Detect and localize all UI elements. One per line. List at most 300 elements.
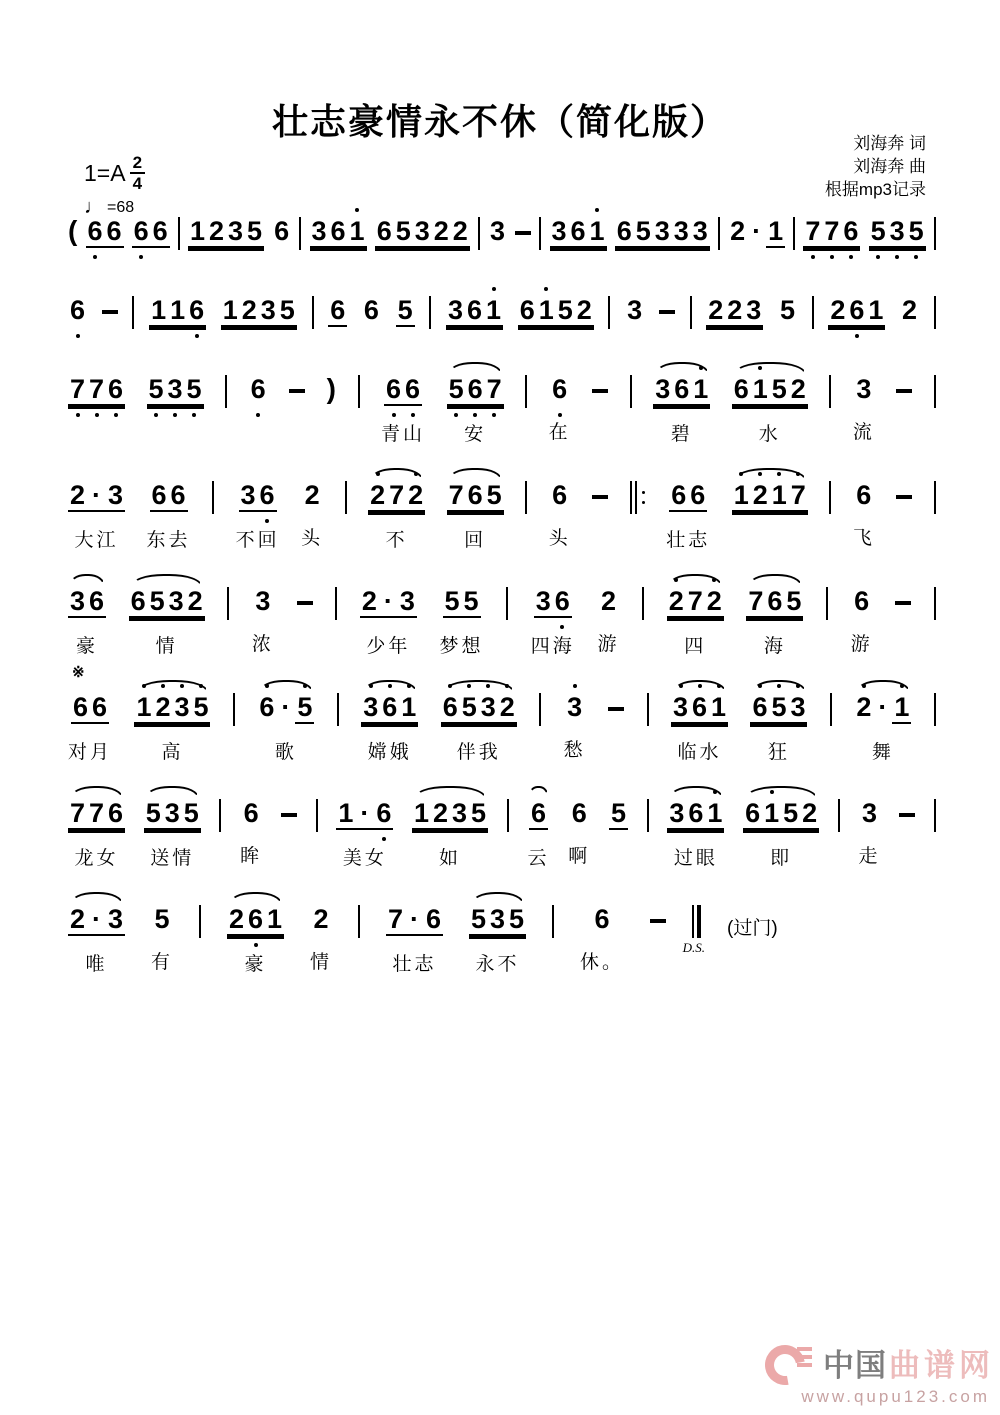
note-digits: [570, 798, 589, 828]
lyric: 回: [464, 530, 487, 551]
time-signature-numerator: 2: [130, 154, 145, 174]
note-char: 5: [148, 374, 164, 404]
note-char: 5: [486, 480, 502, 510]
note-char: 7: [88, 374, 105, 404]
note-char: 3: [167, 374, 183, 404]
note-char: 3: [627, 295, 643, 325]
note-char: 5: [779, 295, 795, 325]
note-group: [68, 680, 112, 764]
note-group: [86, 204, 124, 248]
note-char: 1: [414, 798, 430, 828]
lyric: 游: [597, 634, 620, 655]
note-char: 3: [228, 216, 244, 246]
note-char: 2: [600, 586, 616, 616]
note-group: [447, 468, 504, 552]
arc-spacer: [854, 362, 875, 374]
slur-arc: [414, 786, 485, 798]
time-signature: [130, 154, 145, 192]
note-group: [396, 283, 415, 327]
note-group: [446, 283, 503, 327]
duration-dash: [896, 495, 912, 499]
note-digits: [221, 295, 297, 327]
note-group: [564, 680, 586, 762]
note-digits: [272, 216, 291, 246]
lyric: 临水: [677, 742, 722, 763]
note-char: 5: [557, 295, 573, 325]
note-digits: [803, 216, 860, 248]
note-char: 2: [576, 295, 592, 325]
barline: [539, 217, 541, 250]
note-digits: [667, 798, 724, 830]
lyric: 眸: [240, 846, 263, 867]
music-line-5: [68, 574, 936, 680]
slur-arc: [137, 680, 208, 692]
note-group: [147, 362, 204, 406]
note-char: 3: [168, 586, 184, 616]
slur-arc: [448, 362, 502, 374]
music-line-7: [68, 786, 936, 892]
slur-arc: [528, 786, 549, 798]
note-char: 5: [247, 216, 263, 246]
note-group: [68, 362, 125, 406]
note-group: [132, 204, 170, 248]
note-group: [732, 362, 808, 446]
note-char: 5: [786, 586, 802, 616]
note-char: 5: [154, 904, 170, 934]
note-group: [615, 204, 710, 248]
note-char: 2: [187, 586, 203, 616]
duration-dash: [297, 601, 313, 605]
barline: [132, 296, 134, 329]
note-char: 7: [389, 480, 405, 510]
barline: [358, 905, 360, 938]
duration-dash: [592, 389, 608, 393]
note-char: 6: [616, 216, 632, 246]
note-char: 2: [790, 374, 806, 404]
lyric: 豪: [75, 636, 98, 657]
lyric: 四: [684, 636, 707, 657]
note-char: 3: [414, 216, 430, 246]
note-char: 6: [767, 586, 783, 616]
note-group: [328, 283, 347, 327]
note-group: [68, 283, 87, 325]
note-char: 5: [783, 798, 799, 828]
arc-spacer: [779, 283, 797, 295]
note-char: 5: [509, 904, 525, 934]
barline: [642, 587, 644, 620]
duration-dash: [650, 919, 666, 923]
note-group: [469, 892, 526, 976]
note-char: 1: [771, 480, 787, 510]
note-group: [68, 892, 125, 976]
arc-spacer: [190, 204, 261, 216]
arc-spacer: [489, 204, 507, 216]
note-digits: [443, 586, 481, 618]
note-char: 3: [790, 692, 806, 722]
note-group: [549, 468, 571, 550]
note-char: 6: [856, 480, 872, 510]
note-group: [144, 786, 201, 870]
note-char: 5: [186, 374, 202, 404]
lyric: 过眼: [673, 848, 718, 869]
barline: [934, 587, 936, 620]
note-char: 2: [668, 586, 684, 616]
barline: [793, 217, 795, 250]
note-char: 3: [669, 798, 685, 828]
slur-arc: [69, 574, 105, 586]
note-char: 6: [692, 692, 708, 722]
note-group: [531, 574, 575, 658]
note-char: 6: [274, 216, 290, 246]
note-group: [667, 574, 724, 658]
note-digits: [732, 374, 808, 406]
time-signature-denominator: 4: [132, 174, 143, 193]
lyric: 不回: [235, 530, 280, 551]
note-digits: [396, 295, 415, 327]
note-digits: [854, 692, 911, 724]
note-group: [257, 680, 314, 764]
note-char: 6: [130, 586, 146, 616]
note-char: 1: [349, 216, 365, 246]
arc-spacer: [388, 892, 442, 904]
note-digits: [68, 374, 125, 406]
barline: [608, 296, 610, 329]
note-char: 3: [862, 798, 878, 828]
note-char: 6: [72, 692, 89, 722]
note-char: 7: [69, 798, 86, 828]
watermark-url: www.qupu123.com: [801, 1387, 990, 1406]
barline: [219, 799, 221, 832]
note-char: 1: [222, 295, 238, 325]
lyric: 嫦娥: [367, 742, 412, 763]
note-char: 6: [467, 480, 483, 510]
duration-dash: [896, 389, 912, 393]
arc-spacer: [69, 283, 87, 295]
note-digits: [132, 216, 170, 248]
note-digits: [147, 374, 204, 406]
arc-spacer: [618, 204, 707, 216]
note-char: 6: [69, 295, 86, 325]
barline: [934, 375, 936, 408]
duration-dash: [895, 601, 911, 605]
slur-arc: [131, 574, 202, 586]
note-group: [750, 680, 807, 764]
note-group: [272, 204, 291, 246]
note-group: [129, 574, 205, 658]
note-group: [147, 468, 191, 552]
duration-dash: [289, 389, 305, 393]
note-char: 6: [330, 295, 346, 325]
note-group: [360, 574, 417, 658]
note-char: 3: [480, 692, 496, 722]
arc-spacer: [830, 283, 884, 295]
barline: [826, 587, 828, 620]
arc-spacer: [668, 468, 709, 480]
lyric: 高: [161, 742, 184, 763]
arc-spacer: [532, 574, 573, 586]
note-digits: [534, 586, 572, 618]
note-digits: [518, 295, 594, 327]
note-group: [441, 680, 517, 764]
note-char: 6: [151, 480, 167, 510]
note-group: [412, 786, 488, 870]
note-digits: [144, 798, 201, 830]
arc-spacer: [311, 892, 332, 904]
note-digits: [368, 480, 425, 512]
lyric: 安: [464, 424, 487, 445]
note-digits: [750, 692, 807, 724]
note-digits: [728, 216, 785, 248]
music-line-1: [68, 204, 936, 283]
note-digits: [384, 374, 422, 406]
note-digits: [239, 480, 277, 512]
slur-arc: [145, 786, 199, 798]
note-char: 6: [674, 374, 690, 404]
note-char: 6: [688, 798, 704, 828]
lyric: 情: [310, 952, 333, 973]
note-char: 6: [570, 216, 586, 246]
barline: [506, 587, 508, 620]
note-char: 6: [745, 798, 761, 828]
duration-dash: [608, 707, 624, 711]
note-char: 6: [426, 904, 442, 934]
note-group: [149, 283, 206, 327]
note-char: ·: [360, 798, 370, 828]
note-group: [667, 786, 724, 870]
note-digits: [446, 295, 503, 327]
note-char: 6: [363, 295, 379, 325]
note-digits: [667, 586, 724, 618]
lyric: 送情: [150, 848, 195, 869]
music-line-8: [68, 892, 936, 998]
note-digits: [550, 216, 607, 248]
slur-arc: [443, 680, 514, 692]
note-char: 6: [733, 374, 749, 404]
note-char: 2: [433, 216, 449, 246]
barline: [830, 693, 832, 726]
barline: [539, 693, 541, 726]
note-char: 6: [849, 295, 865, 325]
note-group: [336, 786, 393, 870]
note-group: [550, 204, 607, 248]
music-line-3: [68, 362, 936, 468]
source-note: 根据mp3记录: [824, 180, 926, 199]
note-group: [854, 680, 911, 764]
note-group: [609, 786, 628, 830]
lyric: 狂: [767, 742, 790, 763]
note-char: 2: [229, 904, 245, 934]
arc-spacer: [249, 362, 267, 374]
note-group: [666, 468, 710, 552]
note-digits: [153, 904, 172, 934]
note-char: 5: [463, 586, 479, 616]
slur-arc: [448, 468, 502, 480]
note-char: 2: [452, 216, 468, 246]
note-char: 6: [690, 480, 706, 510]
lyric: 浓: [251, 634, 274, 655]
note-char: 6: [843, 216, 859, 246]
note-char: 6: [571, 798, 587, 828]
note-char: 2: [361, 586, 377, 616]
arc-spacer: [152, 892, 173, 904]
arc-spacer: [382, 362, 423, 374]
note-char: 3: [490, 216, 506, 246]
note-group: [134, 680, 210, 764]
arc-spacer: [70, 362, 124, 374]
note-char: 5: [471, 904, 487, 934]
note-group: [859, 786, 881, 868]
note-digits: [134, 692, 210, 724]
note-char: 1: [764, 798, 780, 828]
qupu-logo-icon: [765, 1341, 809, 1385]
note-char: 3: [255, 586, 271, 616]
note-char: 1: [267, 904, 283, 934]
note-char: 2: [304, 480, 320, 510]
note-char: 6: [91, 692, 108, 722]
note-group: [361, 680, 418, 764]
note-char: 2: [902, 295, 918, 325]
note-group: [236, 468, 280, 552]
note-char: 6: [467, 295, 483, 325]
note-group: [803, 204, 860, 248]
note-char: ·: [92, 904, 101, 934]
lyric: 永不: [475, 954, 520, 975]
note-char: 3: [673, 692, 689, 722]
lyricist-credit: 刘海奔 词: [853, 134, 926, 153]
note-char: 1: [401, 692, 417, 722]
ds-marking: D.S.: [682, 940, 706, 955]
note-char: 1: [733, 480, 749, 510]
arc-spacer: [610, 786, 628, 798]
arc-spacer: [148, 468, 189, 480]
note-group: [743, 786, 819, 870]
note-digits: [860, 798, 879, 828]
barline: [525, 375, 527, 408]
lyric: 碧: [670, 424, 693, 445]
note-char: 5: [279, 295, 295, 325]
lyric: 头: [548, 528, 571, 549]
note-group: [368, 468, 425, 552]
barline: [312, 296, 314, 329]
slur-arc: [748, 574, 802, 586]
note-digits: [360, 586, 417, 618]
slur-arc: [745, 786, 816, 798]
note-char: 2: [241, 295, 257, 325]
note-digits: [599, 586, 618, 616]
note-group: [151, 892, 173, 974]
lyric: 舞: [871, 742, 894, 763]
note-group: [527, 786, 549, 870]
lyric: 壮志: [666, 530, 711, 551]
note-group: [653, 362, 710, 446]
note-char: 2: [69, 904, 86, 934]
note-digits: [71, 692, 109, 724]
note-char: 6: [248, 904, 264, 934]
note-digits: [550, 480, 569, 510]
note-group: [68, 786, 125, 870]
note-char: 3: [654, 216, 670, 246]
note-char: 2: [830, 295, 846, 325]
note-group: [853, 362, 875, 444]
note-char: 7: [805, 216, 821, 246]
barline: [316, 799, 318, 832]
note-char: 3: [69, 586, 86, 616]
note-char: 3: [856, 374, 872, 404]
note-char: 6: [376, 798, 392, 828]
note-group: [488, 204, 507, 246]
note-char: 3: [399, 586, 415, 616]
note-char: 5: [471, 798, 487, 828]
note-group: [851, 574, 873, 656]
note-digits: [653, 374, 710, 406]
note-char: 7: [748, 586, 764, 616]
note-char: 6: [386, 374, 402, 404]
note-char: 5: [908, 216, 924, 246]
note-digits: [669, 480, 707, 512]
barline: [227, 587, 229, 620]
note-group: [706, 283, 763, 327]
arc-spacer: [133, 204, 169, 216]
lyric: 头: [301, 528, 324, 549]
note-char: 2: [433, 798, 449, 828]
note-char: 5: [771, 692, 787, 722]
note-char: 6: [259, 692, 275, 722]
note-digits: [68, 295, 87, 325]
barline: [647, 693, 649, 726]
note-digits: [593, 904, 612, 934]
barline: [934, 693, 936, 726]
barline: [358, 375, 360, 408]
key-label: 1=A: [84, 159, 126, 186]
note-char: 5: [397, 295, 413, 325]
note-digits: [362, 295, 381, 325]
barline: [199, 905, 201, 938]
final-barline: [682, 905, 706, 955]
close-paren: ): [326, 373, 336, 404]
note-digits: [550, 374, 569, 404]
barline: [178, 217, 180, 250]
note-group: [900, 283, 919, 325]
note-group: [746, 574, 803, 658]
watermark-site-name-dark: 中国: [823, 1348, 887, 1383]
lyric: 云: [527, 848, 550, 869]
barline: [647, 799, 649, 832]
lyric: 龙女: [74, 848, 119, 869]
note-char: 1: [707, 798, 723, 828]
lyric: 东去: [146, 530, 191, 551]
note-group: [310, 892, 332, 974]
lyric: 走: [858, 846, 881, 867]
page-title: 壮志豪情永不休（简化版）: [271, 101, 728, 142]
lyric: 即: [770, 848, 793, 869]
arc-spacer: [581, 892, 622, 904]
barline: [934, 217, 936, 250]
note-digits: [671, 692, 728, 724]
note-char: 1: [170, 295, 186, 325]
arc-spacer: [520, 283, 591, 295]
note-digits: [609, 798, 628, 830]
note-char: ·: [752, 216, 762, 246]
note-group: [853, 468, 875, 550]
lyric: 啊: [568, 846, 591, 867]
note-char: 2: [706, 586, 722, 616]
note-char: 3: [490, 904, 506, 934]
note-group: [549, 362, 571, 444]
note-char: 5: [395, 216, 411, 246]
arc-spacer: [362, 283, 380, 295]
arc-spacer: [241, 786, 262, 798]
lyric: 伴我: [456, 742, 501, 763]
